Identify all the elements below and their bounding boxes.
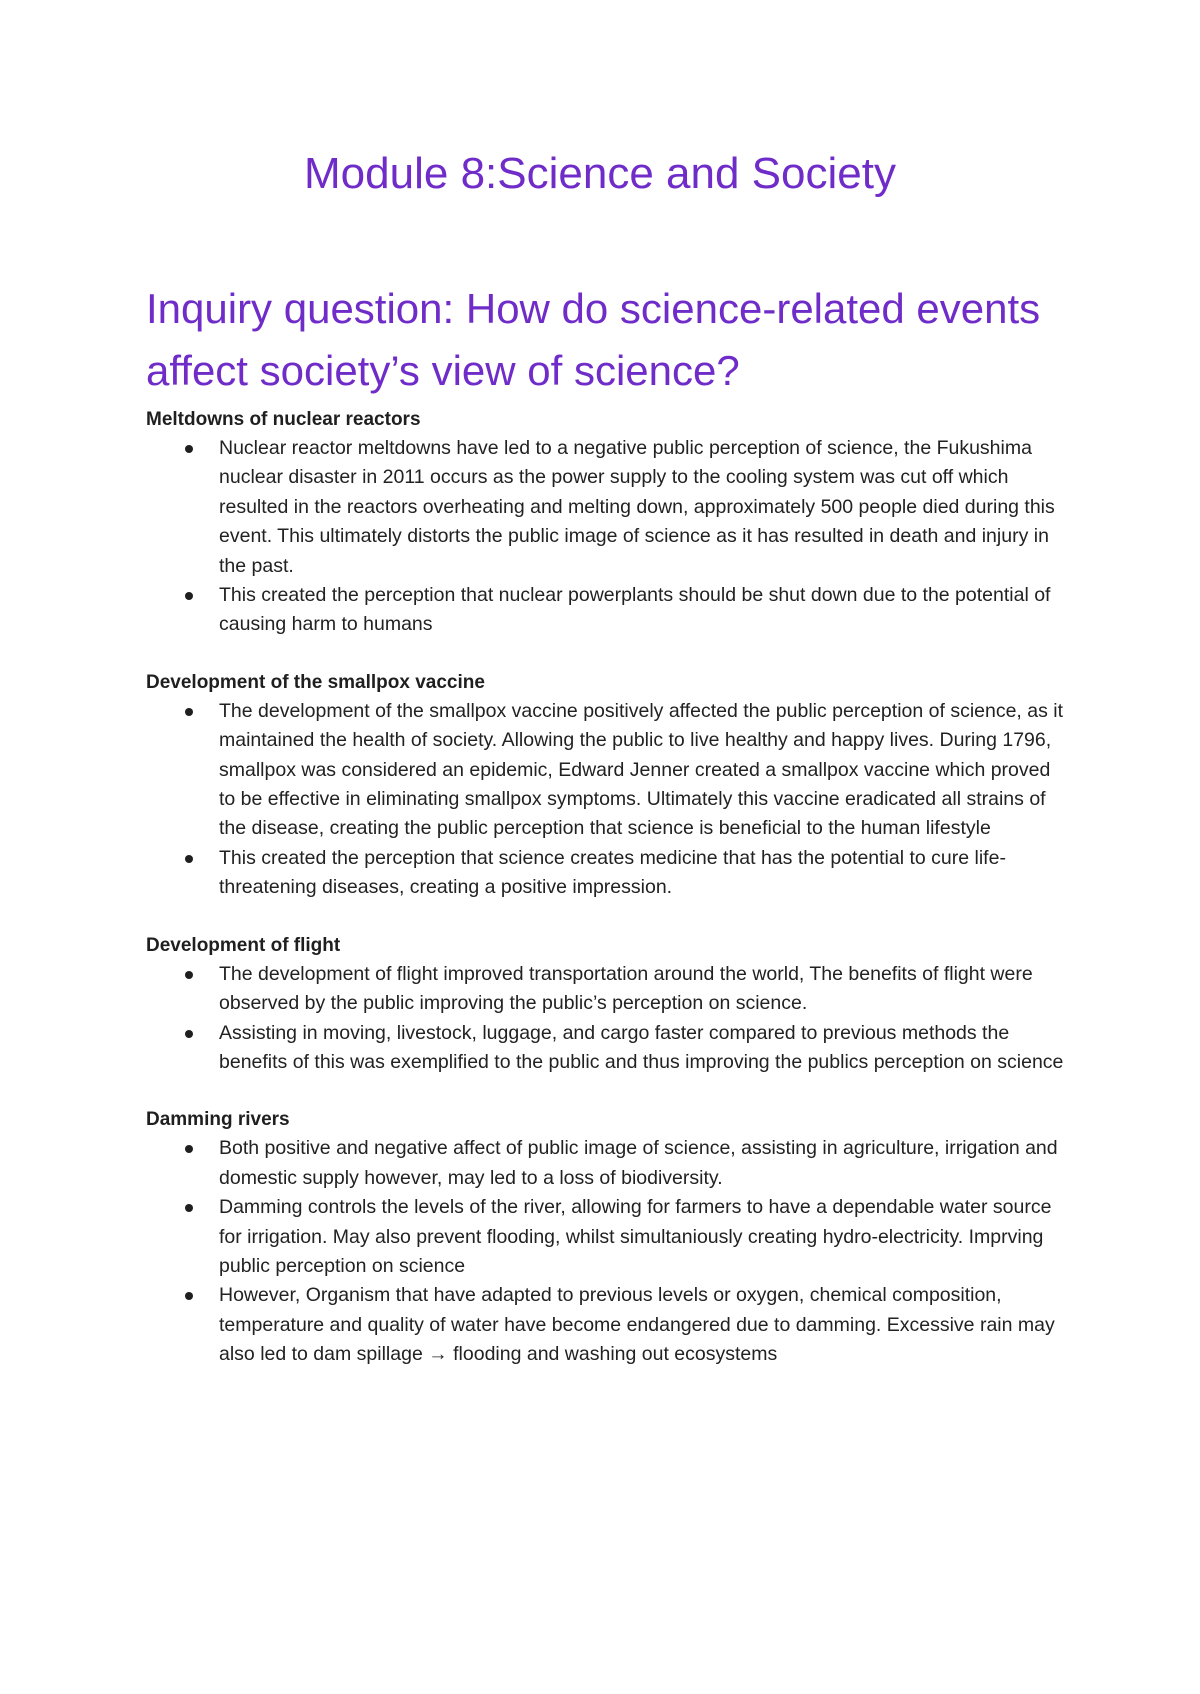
- bullet-dot-icon: [185, 971, 193, 979]
- bullet-item: [146, 434, 1066, 581]
- bullet-list: [146, 697, 1066, 903]
- bullet-text: Assisting in moving, livestock, luggage, and cargo faster compared to previous methods the benefits of this was exemplified to the public and thus improving the publics perception on science: [219, 1021, 1064, 1073]
- bullet-item: [146, 844, 1066, 903]
- bullet-dot-icon: [185, 708, 193, 716]
- bullet-text: This created the perception that nuclear powerplants should be shut down due to the potential of causing harm to humans: [219, 584, 1051, 636]
- bullet-dot-icon: [185, 1292, 193, 1300]
- module-title: Module 8:Science and Society: [304, 149, 896, 198]
- section-smallpox-vaccine: [146, 668, 1066, 903]
- bullet-item: [146, 1019, 1066, 1078]
- section-heading: Damming rivers: [146, 1109, 290, 1131]
- section-heading: Development of flight: [146, 934, 341, 956]
- section-nuclear-meltdowns: [146, 405, 1066, 640]
- bullet-item: [146, 1281, 1066, 1369]
- bullet-text: The development of flight improved transportation around the world, The benefits of flight were observed by the public improving the public’s perception on science.: [219, 962, 1033, 1015]
- bullet-dot-icon: [185, 1204, 193, 1212]
- section-heading: Development of the smallpox vaccine: [146, 671, 485, 693]
- bullet-dot-icon: [185, 445, 193, 453]
- bullet-text: Both positive and negative affect of public image of science, assisting in agriculture, irrigation and domestic supply however, may led to a loss of biodiversity.: [219, 1137, 1058, 1189]
- bullet-item: [146, 1193, 1066, 1281]
- bullet-dot-icon: [185, 1145, 193, 1153]
- bullet-item: [146, 960, 1066, 1019]
- bullet-text: However, Organism that have adapted to previous levels or oxygen, chemical composition, temperature and quality of water have become endangered due to damming. Excessive rain may also led to dam spillage → flooding and washing out ecosystems: [219, 1284, 1055, 1366]
- bullet-item: [146, 697, 1066, 844]
- bullet-list: [146, 1134, 1066, 1369]
- bullet-dot-icon: [185, 1030, 193, 1038]
- bullet-text: The development of the smallpox vaccine positively affected the public perception of science, as it maintained the health of society. Allowing the public to live healthy and happy lives. During 1796, smallpox was considered an epidemic, Edward Jenner created a smallpox vaccine which proved to be effective in eliminating smallpox symptoms. Ultimately this vaccine eradicated all strains of the disease, creating the public perception that science is beneficial to the human lifestyle: [219, 699, 1064, 840]
- bullet-item: [146, 1134, 1066, 1193]
- bullet-text: Damming controls the levels of the river, allowing for farmers to have a dependable water source for irrigation. May also prevent flooding, whilst simultaniously creating hydro-electricity. Imprving public perception on science: [219, 1196, 1052, 1277]
- notes-content: [146, 405, 1066, 1398]
- bullet-dot-icon: [185, 592, 193, 600]
- bullet-list: [146, 434, 1066, 640]
- section-flight: [146, 931, 1066, 1078]
- section-heading: Meltdowns of nuclear reactors: [146, 409, 421, 430]
- inquiry-question: Inquiry question: How do science-related events affect society’s view of science?: [146, 285, 1041, 394]
- bullet-text: Nuclear reactor meltdowns have led to a negative public perception of science, the Fukushima nuclear disaster in 2011 occurs as the power supply to the cooling system was cut off which resulted in the reactors overheating and melting down, approximately 500 people died during this event. This ultimately distorts the public image of science as it has resulted in death and injury in the past.: [219, 437, 1055, 577]
- section-damming-rivers: [146, 1105, 1066, 1369]
- bullet-dot-icon: [185, 855, 193, 863]
- bullet-list: [146, 960, 1066, 1078]
- bullet-item: [146, 581, 1066, 640]
- bullet-text: This created the perception that science creates medicine that has the potential to cure life-threatening diseases, creating a positive impression.: [219, 846, 1006, 899]
